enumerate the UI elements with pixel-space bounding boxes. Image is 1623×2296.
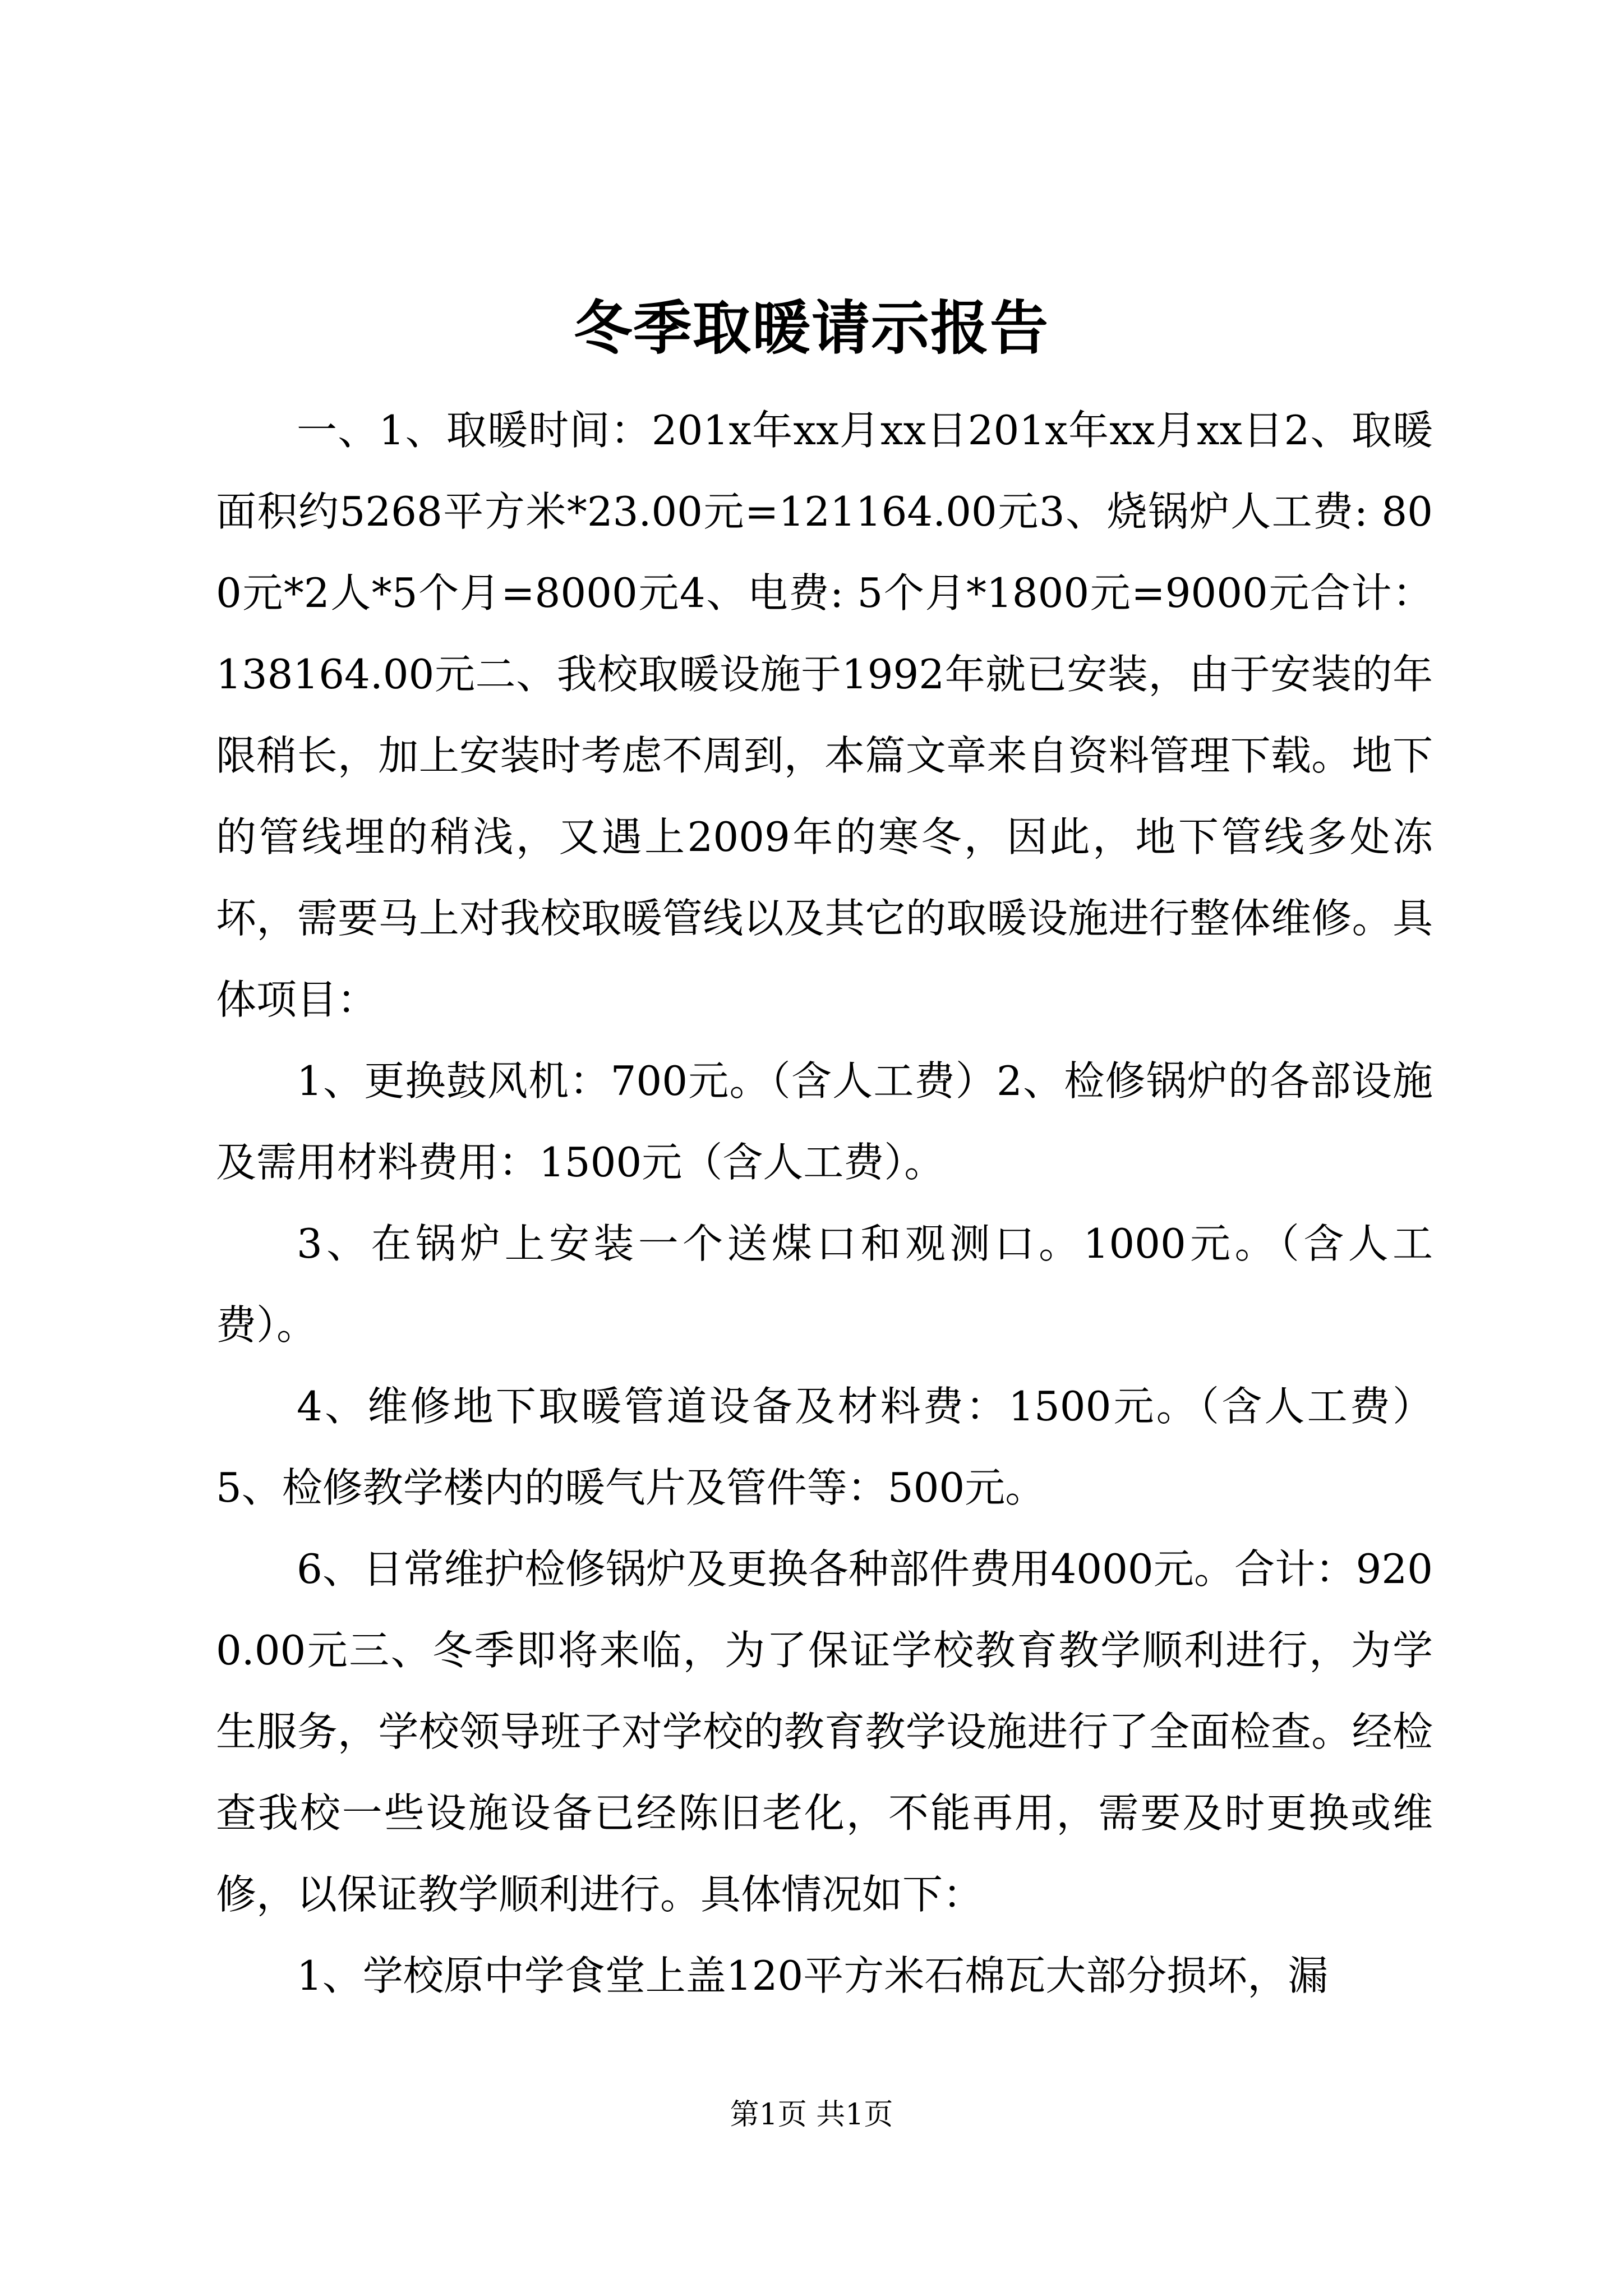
paragraph-5: 6、日常维护检修锅炉及更换各种部件费用4000元。合计：9200.00元三、冬季即将来临，为了保证学校教育教学顺利进行，为学生服务，学校领导班子对学校的教育教学设施进行了全面检查。经检查我校一些设施设备已经陈旧老化，不能再用，需要及时更换或维修，以保证教学顺利进行。具体情况如下： (216, 1545, 1433, 1918)
paragraph-3: 3、在锅炉上安装一个送煤口和观测口。1000元。（含人工费）。 (216, 1220, 1433, 1349)
paragraph-1: 一、1、取暖时间：201x年xx月xx日201x年xx月xx日2、取暖面积约5268平方米*23.00元=121164.00元3、烧锅炉人工费: 800元*2人*5个月=8000元4、电费: 5个月*1800元=9000元合计：138164.00元二、我校取暖设施于1992年就已安装，由于安装的年限稍长，加上安装时考虑不周到，本篇文章来自资料管理下载。地下的管线埋的稍浅，又遇上2009年的寒冬，因此，地下管线多处冻坏，需要马上对我校取暖管线以及其它的取暖设施进行整体维修。具体项目： (216, 407, 1433, 1023)
document-body (216, 390, 1433, 2017)
document-title: 冬季取暖请示报告 (573, 293, 1049, 362)
paragraph-4: 4、维修地下取暖管道设备及材料费：1500元。（含人工费）5、检修教学楼内的暖气片及管件等：500元。 (216, 1383, 1433, 1511)
page-number-footer: 第1页 共1页 (730, 2098, 893, 2132)
paragraph-2: 1、更换鼓风机：700元。（含人工费）2、检修锅炉的各部设施及需用材料费用：1500元（含人工费）。 (216, 1057, 1433, 1186)
paragraph-6: 1、学校原中学食堂上盖120平方米石棉瓦大部分损坏，漏 (297, 1952, 1329, 1999)
